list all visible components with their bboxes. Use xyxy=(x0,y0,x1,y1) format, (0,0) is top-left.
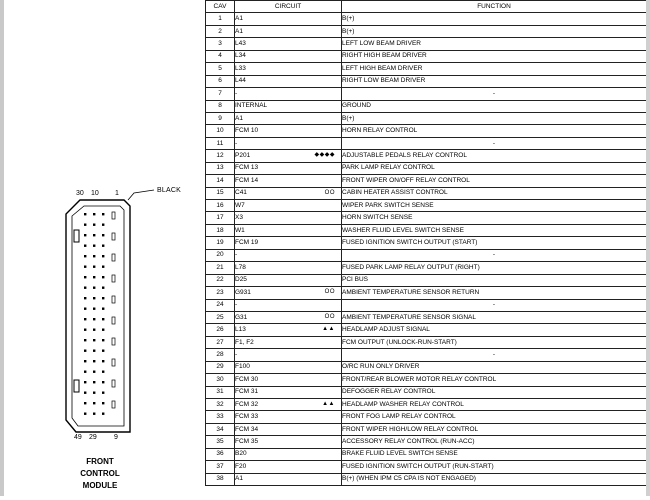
function-cell: - xyxy=(342,137,647,149)
function-cell: - xyxy=(342,88,647,100)
table-row xyxy=(206,249,647,261)
function-cell: ACCESSORY RELAY CONTROL (RUN-ACC) xyxy=(342,436,647,448)
option-code-icon: ◆◆◆◆ xyxy=(314,152,335,159)
circuit-cell xyxy=(235,38,342,50)
cav-cell: 5 xyxy=(206,63,235,75)
pin-label-49: 49 xyxy=(74,434,82,441)
circuit-code: FCM 32 xyxy=(235,400,259,408)
table-row xyxy=(206,162,647,174)
function-cell: FRONT WIPER HIGH/LOW RELAY CONTROL xyxy=(342,423,647,435)
table-row xyxy=(206,361,647,373)
cav-cell: 31 xyxy=(206,386,235,398)
table-row xyxy=(206,399,647,411)
circuit-code: L78 xyxy=(235,263,246,271)
function-cell: FCM OUTPUT (UNLOCK-RUN-START) xyxy=(342,336,647,348)
cav-cell: 34 xyxy=(206,423,235,435)
circuit-code: - xyxy=(235,301,238,309)
cav-cell: 26 xyxy=(206,324,235,336)
circuit-cell xyxy=(235,311,342,323)
circuit-code: FCM 31 xyxy=(235,388,259,396)
circuit-code: FCM 30 xyxy=(235,375,259,383)
table-row xyxy=(206,88,647,100)
circuit-code: - xyxy=(235,139,238,147)
circuit-code: L44 xyxy=(235,77,246,85)
circuit-code: F20 xyxy=(235,462,247,470)
cav-cell: 12 xyxy=(206,150,235,162)
circuit-code: FCM 10 xyxy=(235,127,259,135)
cav-cell: 15 xyxy=(206,187,235,199)
cav-cell: 25 xyxy=(206,311,235,323)
function-cell: FUSED IGNITION SWITCH OUTPUT (START) xyxy=(342,237,647,249)
function-cell: FRONT WIPER ON/OFF RELAY CONTROL xyxy=(342,175,647,187)
table-row xyxy=(206,187,647,199)
circuit-code: L43 xyxy=(235,40,246,48)
function-cell: HORN RELAY CONTROL xyxy=(342,125,647,137)
table-row xyxy=(206,38,647,50)
pinout-table xyxy=(205,0,647,486)
function-cell: WASHER FLUID LEVEL SWITCH SENSE xyxy=(342,224,647,236)
circuit-code: FCM 19 xyxy=(235,239,259,247)
table-row xyxy=(206,287,647,299)
function-cell: AMBIENT TEMPERATURE SENSOR RETURN xyxy=(342,287,647,299)
option-code-icon: OO xyxy=(324,289,335,296)
circuit-cell xyxy=(235,374,342,386)
cav-cell: 24 xyxy=(206,299,235,311)
function-cell: HORN SWITCH SENSE xyxy=(342,212,647,224)
cav-cell: 30 xyxy=(206,374,235,386)
circuit-code: FCM 35 xyxy=(235,438,259,446)
function-cell: LEFT HIGH BEAM DRIVER xyxy=(342,63,647,75)
cav-cell: 17 xyxy=(206,212,235,224)
function-cell: FRONT/REAR BLOWER MOTOR RELAY CONTROL xyxy=(342,374,647,386)
cav-cell: 18 xyxy=(206,224,235,236)
cav-cell: 19 xyxy=(206,237,235,249)
table-row xyxy=(206,374,647,386)
table-row xyxy=(206,336,647,348)
table-row xyxy=(206,237,647,249)
table-row xyxy=(206,200,647,212)
table-row xyxy=(206,125,647,137)
table-row xyxy=(206,224,647,236)
circuit-cell xyxy=(235,262,342,274)
function-cell: RIGHT HIGH BEAM DRIVER xyxy=(342,50,647,62)
window-edge-right xyxy=(646,0,650,496)
circuit-cell xyxy=(235,287,342,299)
function-cell: GROUND xyxy=(342,100,647,112)
circuit-cell xyxy=(235,249,342,261)
module-title-line: MODULE xyxy=(82,481,118,490)
function-cell: AMBIENT TEMPERATURE SENSOR SIGNAL xyxy=(342,311,647,323)
circuit-cell xyxy=(235,88,342,100)
cav-cell: 33 xyxy=(206,411,235,423)
cav-cell: 10 xyxy=(206,125,235,137)
pin-label-9: 9 xyxy=(114,434,118,441)
circuit-cell xyxy=(235,473,342,485)
circuit-cell xyxy=(235,274,342,286)
function-cell: PARK LAMP RELAY CONTROL xyxy=(342,162,647,174)
pin-label-30: 30 xyxy=(76,190,84,197)
function-cell: ADJUSTABLE PEDALS RELAY CONTROL xyxy=(342,150,647,162)
function-cell: LEFT LOW BEAM DRIVER xyxy=(342,38,647,50)
cav-cell: 37 xyxy=(206,461,235,473)
circuit-cell xyxy=(235,224,342,236)
window-edge-left xyxy=(0,0,4,496)
circuit-cell xyxy=(235,112,342,124)
circuit-code: B20 xyxy=(235,450,247,458)
cav-cell: 32 xyxy=(206,399,235,411)
cav-cell: 2 xyxy=(206,25,235,37)
option-code-icon: ▲▲ xyxy=(322,401,335,407)
circuit-cell xyxy=(235,25,342,37)
module-title-line: CONTROL xyxy=(80,469,120,478)
cav-cell: 9 xyxy=(206,112,235,124)
cav-cell: 16 xyxy=(206,200,235,212)
function-cell: CABIN HEATER ASSIST CONTROL xyxy=(342,187,647,199)
function-cell: FRONT FOG LAMP RELAY CONTROL xyxy=(342,411,647,423)
header-cav: CAV xyxy=(206,1,235,13)
cav-cell: 20 xyxy=(206,249,235,261)
function-cell: DEFOGGER RELAY CONTROL xyxy=(342,386,647,398)
table-row xyxy=(206,423,647,435)
circuit-cell xyxy=(235,150,342,162)
circuit-cell xyxy=(235,237,342,249)
cav-cell: 22 xyxy=(206,274,235,286)
function-cell: B(+) (WHEN IPM C5 CPA IS NOT ENGAGED) xyxy=(342,473,647,485)
cav-cell: 21 xyxy=(206,262,235,274)
table-row xyxy=(206,13,647,25)
function-cell: FUSED PARK LAMP RELAY OUTPUT (RIGHT) xyxy=(342,262,647,274)
circuit-cell xyxy=(235,361,342,373)
cav-cell: 27 xyxy=(206,336,235,348)
table-row xyxy=(206,50,647,62)
table-row xyxy=(206,175,647,187)
table-row xyxy=(206,137,647,149)
function-cell: HEADLAMP ADJUST SIGNAL xyxy=(342,324,647,336)
table-row xyxy=(206,75,647,87)
circuit-cell xyxy=(235,436,342,448)
circuit-cell xyxy=(235,187,342,199)
cav-cell: 4 xyxy=(206,50,235,62)
circuit-cell xyxy=(235,411,342,423)
circuit-cell xyxy=(235,75,342,87)
circuit-code: W1 xyxy=(235,226,245,234)
module-title xyxy=(58,456,142,492)
cav-cell: 29 xyxy=(206,361,235,373)
table-row xyxy=(206,150,647,162)
cav-cell: 11 xyxy=(206,137,235,149)
circuit-code: D25 xyxy=(235,276,247,284)
circuit-cell xyxy=(235,212,342,224)
table-row xyxy=(206,436,647,448)
table-row xyxy=(206,112,647,124)
table-row xyxy=(206,311,647,323)
circuit-code: L33 xyxy=(235,64,246,72)
circuit-code: F100 xyxy=(235,363,250,371)
table-row xyxy=(206,324,647,336)
function-cell: WIPER PARK SWITCH SENSE xyxy=(342,200,647,212)
function-cell: BRAKE FLUID LEVEL SWITCH SENSE xyxy=(342,448,647,460)
circuit-code: X3 xyxy=(235,214,243,222)
circuit-cell xyxy=(235,200,342,212)
circuit-code: INTERNAL xyxy=(235,102,268,110)
circuit-code: W7 xyxy=(235,201,245,209)
table-row xyxy=(206,100,647,112)
circuit-cell xyxy=(235,461,342,473)
table-row xyxy=(206,262,647,274)
function-cell: - xyxy=(342,299,647,311)
cav-cell: 28 xyxy=(206,349,235,361)
table-row xyxy=(206,461,647,473)
circuit-cell xyxy=(235,137,342,149)
circuit-cell xyxy=(235,50,342,62)
circuit-cell xyxy=(235,100,342,112)
function-cell: FUSED IGNITION SWITCH OUTPUT (RUN-START) xyxy=(342,461,647,473)
cav-cell: 6 xyxy=(206,75,235,87)
circuit-code: - xyxy=(235,89,238,97)
circuit-cell xyxy=(235,399,342,411)
table-row xyxy=(206,25,647,37)
circuit-cell xyxy=(235,423,342,435)
circuit-code: - xyxy=(235,350,238,358)
table-row xyxy=(206,212,647,224)
cav-cell: 3 xyxy=(206,38,235,50)
circuit-cell xyxy=(235,125,342,137)
function-cell: O/RC RUN ONLY DRIVER xyxy=(342,361,647,373)
function-cell: RIGHT LOW BEAM DRIVER xyxy=(342,75,647,87)
function-cell: - xyxy=(342,249,647,261)
circuit-code: A1 xyxy=(235,27,243,35)
circuit-code: FCM 14 xyxy=(235,176,259,184)
circuit-cell xyxy=(235,324,342,336)
circuit-code: P201 xyxy=(235,151,251,159)
cav-cell: 14 xyxy=(206,175,235,187)
circuit-cell xyxy=(235,175,342,187)
table-header-row xyxy=(206,1,647,13)
connector-color-label: BLACK xyxy=(157,187,181,194)
circuit-cell xyxy=(235,448,342,460)
option-code-icon: OO xyxy=(324,313,335,320)
pin-label-10: 10 xyxy=(91,190,99,197)
circuit-cell xyxy=(235,349,342,361)
circuit-code: C41 xyxy=(235,189,247,197)
cav-cell: 38 xyxy=(206,473,235,485)
table-row xyxy=(206,448,647,460)
circuit-code: L13 xyxy=(235,326,246,334)
cav-cell: 13 xyxy=(206,162,235,174)
header-function: FUNCTION xyxy=(342,1,647,13)
table-row xyxy=(206,386,647,398)
table-row xyxy=(206,411,647,423)
cav-cell: 23 xyxy=(206,287,235,299)
function-cell: - xyxy=(342,349,647,361)
module-title-line: FRONT xyxy=(86,457,114,466)
table-row xyxy=(206,299,647,311)
circuit-code: FCM 33 xyxy=(235,413,259,421)
table-row xyxy=(206,63,647,75)
function-cell: B(+) xyxy=(342,112,647,124)
circuit-code: A1 xyxy=(235,114,243,122)
option-code-icon: ▲▲ xyxy=(322,326,335,333)
circuit-code: F1, F2 xyxy=(235,338,254,346)
table-row xyxy=(206,349,647,361)
function-cell: B(+) xyxy=(342,25,647,37)
circuit-code: G31 xyxy=(235,313,248,321)
pin-label-1: 1 xyxy=(115,190,119,197)
circuit-code: A1 xyxy=(235,15,243,23)
cav-cell: 8 xyxy=(206,100,235,112)
header-circuit: CIRCUIT xyxy=(235,1,342,13)
cav-cell: 7 xyxy=(206,88,235,100)
connector-outline xyxy=(62,180,182,455)
table-row xyxy=(206,473,647,485)
circuit-cell xyxy=(235,299,342,311)
circuit-cell xyxy=(235,386,342,398)
circuit-code: A1 xyxy=(235,475,243,483)
circuit-code: - xyxy=(235,251,238,259)
pin-label-29: 29 xyxy=(89,434,97,441)
connector-diagram xyxy=(62,180,182,500)
circuit-cell xyxy=(235,336,342,348)
function-cell: B(+) xyxy=(342,13,647,25)
circuit-code: L34 xyxy=(235,52,246,60)
circuit-cell xyxy=(235,162,342,174)
cav-cell: 1 xyxy=(206,13,235,25)
circuit-cell xyxy=(235,13,342,25)
cav-cell: 35 xyxy=(206,436,235,448)
function-cell: HEADLAMP WASHER RELAY CONTROL xyxy=(342,399,647,411)
function-cell: PCI BUS xyxy=(342,274,647,286)
table-row xyxy=(206,274,647,286)
option-code-icon: OO xyxy=(324,189,335,196)
cav-cell: 36 xyxy=(206,448,235,460)
circuit-code: G931 xyxy=(235,288,251,296)
circuit-cell xyxy=(235,63,342,75)
circuit-code: FCM 13 xyxy=(235,164,259,172)
circuit-code: FCM 34 xyxy=(235,425,259,433)
